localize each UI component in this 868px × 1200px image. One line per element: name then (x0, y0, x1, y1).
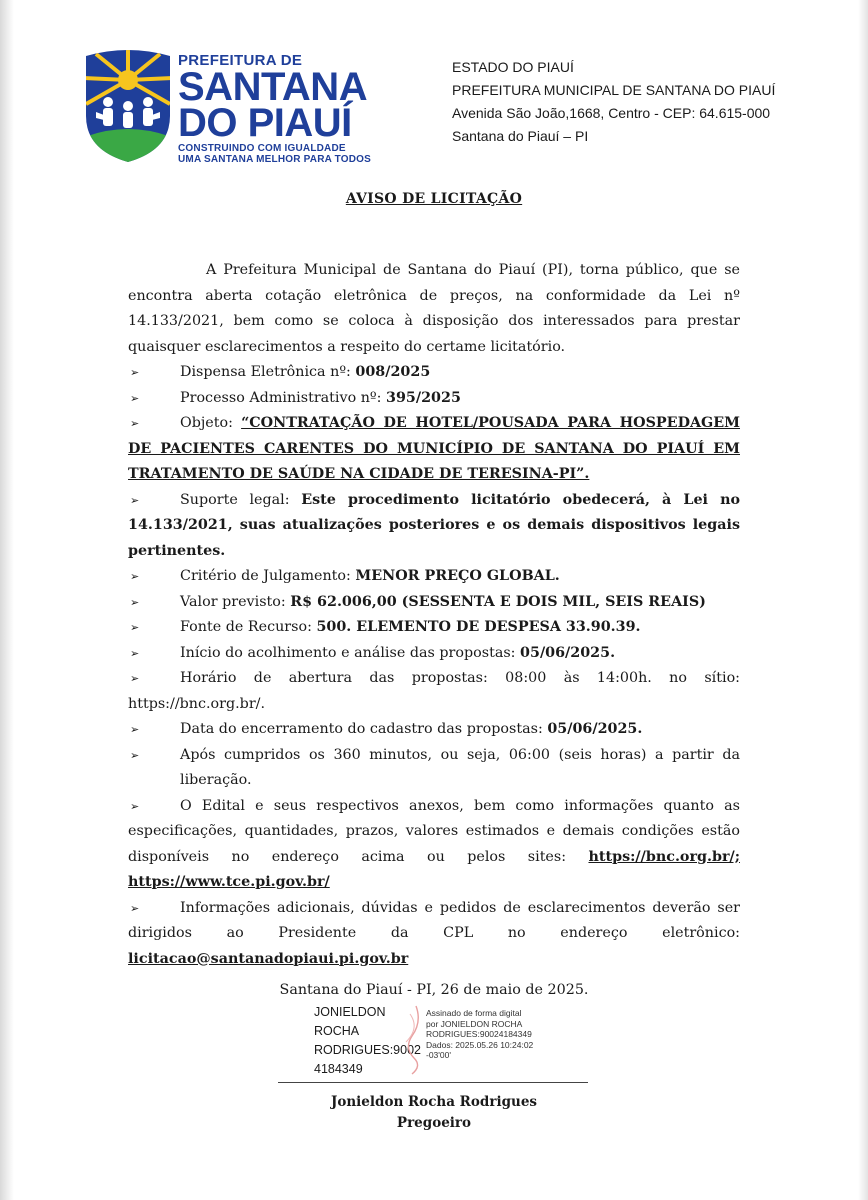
municipality-logo (82, 46, 412, 164)
bullet-arrow-icon: ➢ (130, 391, 140, 405)
encerramento-value: 05/06/2025. (547, 721, 643, 737)
signer-name: Jonieldon Rocha Rodrigues (330, 1094, 538, 1110)
signature-line (278, 1082, 588, 1083)
letterhead-info (452, 56, 775, 148)
bullet-arrow-icon: ➢ (130, 417, 140, 430)
logo-line-santana: SANTANA (178, 65, 368, 109)
bullet-arrow-icon: ➢ (130, 366, 140, 379)
item-apos (128, 743, 740, 794)
logo-slogan-2: UMA SANTANA MELHOR PARA TODOS (178, 154, 372, 165)
logo-slogan-1: CONSTRUINDO COM IGUALDADE (178, 143, 346, 154)
fonte-value: 500. ELEMENTO DE DESPESA 33.90.39. (316, 619, 641, 635)
bullet-arrow-icon: ➢ (130, 748, 140, 762)
scan-right-edge (858, 0, 868, 1200)
prefecture-name: PREFEITURA MUNICIPAL DE SANTANA DO PIAUÍ (452, 82, 776, 98)
prefecture-city: Santana do Piauí – PI (452, 128, 589, 144)
item-valor: ➢ Valor previsto: R$ 62.006,00 (SESSENTA E DOIS MIL, SEIS REAIS) (128, 590, 740, 616)
item-processo: ➢ Processo Administrativo nº: 395/2025 (128, 386, 740, 412)
bnc-link[interactable]: https://bnc.org.br/; (588, 848, 740, 865)
item-criterio: ➢ Critério de Julgamento: MENOR PREÇO GLOBAL. (128, 564, 740, 590)
prefecture-address: Avenida São João,1668, Centro - CEP: 64.615-000 (452, 105, 771, 121)
bullet-arrow-icon: ➢ (130, 570, 140, 583)
valor-value: R$ 62.006,00 (SESSENTA E DOIS MIL, SEIS REAIS) (290, 593, 706, 610)
signer-block (0, 1092, 868, 1134)
signer-role: Pregoeiro (396, 1115, 472, 1131)
place-and-date: Santana do Piauí - PI, 26 de maio de 2025. (279, 982, 589, 998)
item-encerramento: ➢ Data do encerramento do cadastro das propostas: 05/06/2025. (128, 717, 740, 743)
digital-signature-details: Assinado de forma digital por JONIELDON ROCHA RODRIGUES:90024184349 Dados: 2025.05.26 10:24:02 -03'00' (426, 1008, 534, 1060)
dispensa-number: 008/2025 (355, 364, 431, 380)
shield-emblem-icon (82, 46, 174, 164)
item-fonte: ➢ Fonte de Recurso: 500. ELEMENTO DE DESPESA 33.90.39. (128, 615, 740, 641)
horario-text: Horário de abertura das propostas: 08:00 às 14:00h. no sítio: https://bnc.org.br/. (128, 670, 740, 712)
bullet-arrow-icon: ➢ (130, 799, 140, 813)
tce-link[interactable]: https://www.tce.pi.gov.br/ (128, 874, 330, 890)
intro-paragraph: A Prefeitura Municipal de Santana do Piauí (PI), torna público, que se encontra aberta cotação eletrônica de preços, na conformidade da Lei nº 14.133/2021, bem como se coloca à disposição dos interessados para prestar quaisquer esclarecimentos a respeito do certame licitatório. (128, 262, 740, 355)
item-suporte-legal: ➢ Suporte legal: Este procedimento licitatório obedecerá, à Lei no 14.133/2021, suas atualizações posteriores e os demais dispositivos legais pertinentes. (128, 488, 740, 565)
bullet-arrow-icon: ➢ (130, 723, 140, 736)
bullet-arrow-icon: ➢ (130, 901, 140, 915)
digital-signature-name: JONIELDON ROCHA RODRIGUES:9002 4184349 (314, 1005, 421, 1076)
document-body (128, 258, 740, 972)
objeto-description: “CONTRATAÇÃO DE HOTEL/POUSADA PARA HOSPEDAGEM DE PACIENTES CARENTES DO MUNICÍPIO DE SANTANA DO PIAUÍ EM TRATAMENTO DE SAÚDE NA CIDADE DE TERESINA-PI”. (128, 415, 740, 482)
bullet-arrow-icon: ➢ (130, 595, 140, 609)
item-edital: ➢ O Edital e seus respectivos anexos, bem como informações quanto as especificações, quantidades, prazos, valores estimados e demais condições estão disponíveis no endereço acima ou pelos sites: https://bnc.org.br/; https://www.tce.pi.gov.br/ (128, 794, 740, 896)
logo-line-prefeitura: PREFEITURA DE (178, 52, 303, 69)
processo-number: 395/2025 (386, 389, 461, 406)
item-inicio: ➢ Início do acolhimento e análise das propostas: 05/06/2025. (128, 641, 740, 667)
bullet-arrow-icon: ➢ (130, 672, 140, 685)
cpl-email-link[interactable]: licitacao@santanadopiaui.pi.gov.br (128, 950, 409, 967)
bullet-arrow-icon: ➢ (130, 621, 140, 634)
document-title: AVISO DE LICITAÇÃO (345, 191, 523, 207)
item-horario (128, 666, 740, 717)
apos-text: Após cumpridos os 360 minutos, ou seja, 06:00 (seis horas) a partir da liberação. (180, 746, 740, 788)
suporte-legal-text: Este procedimento licitatório obedecerá, à Lei no 14.133/2021, suas atualizações posteriores e os demais dispositivos legais pertinentes. (128, 491, 741, 559)
logo-line-piaui: DO PIAUÍ (178, 101, 352, 145)
bullet-arrow-icon: ➢ (130, 493, 140, 507)
item-dispensa: ➢ Dispensa Eletrônica nº: 008/2025 (128, 360, 740, 386)
item-objeto: ➢ Objeto: “CONTRATAÇÃO DE HOTEL/POUSADA PARA HOSPEDAGEM DE PACIENTES CARENTES DO MUNICÍPIO DE SANTANA DO PIAUÍ EM TRATAMENTO DE SAÚDE NA CIDADE DE TERESINA-PI”. (128, 411, 740, 488)
scan-left-edge (0, 0, 14, 1200)
state-name: ESTADO DO PIAUÍ (452, 59, 574, 75)
inicio-value: 05/06/2025. (520, 644, 616, 661)
item-informacoes: ➢ Informações adicionais, dúvidas e pedidos de esclarecimentos deverão ser dirigidos ao Presidente da CPL no endereço eletrônico: licitacao@santanadopiaui.pi.gov.br (128, 896, 740, 973)
criterio-value: MENOR PREÇO GLOBAL. (355, 568, 560, 584)
bullet-arrow-icon: ➢ (130, 646, 140, 660)
